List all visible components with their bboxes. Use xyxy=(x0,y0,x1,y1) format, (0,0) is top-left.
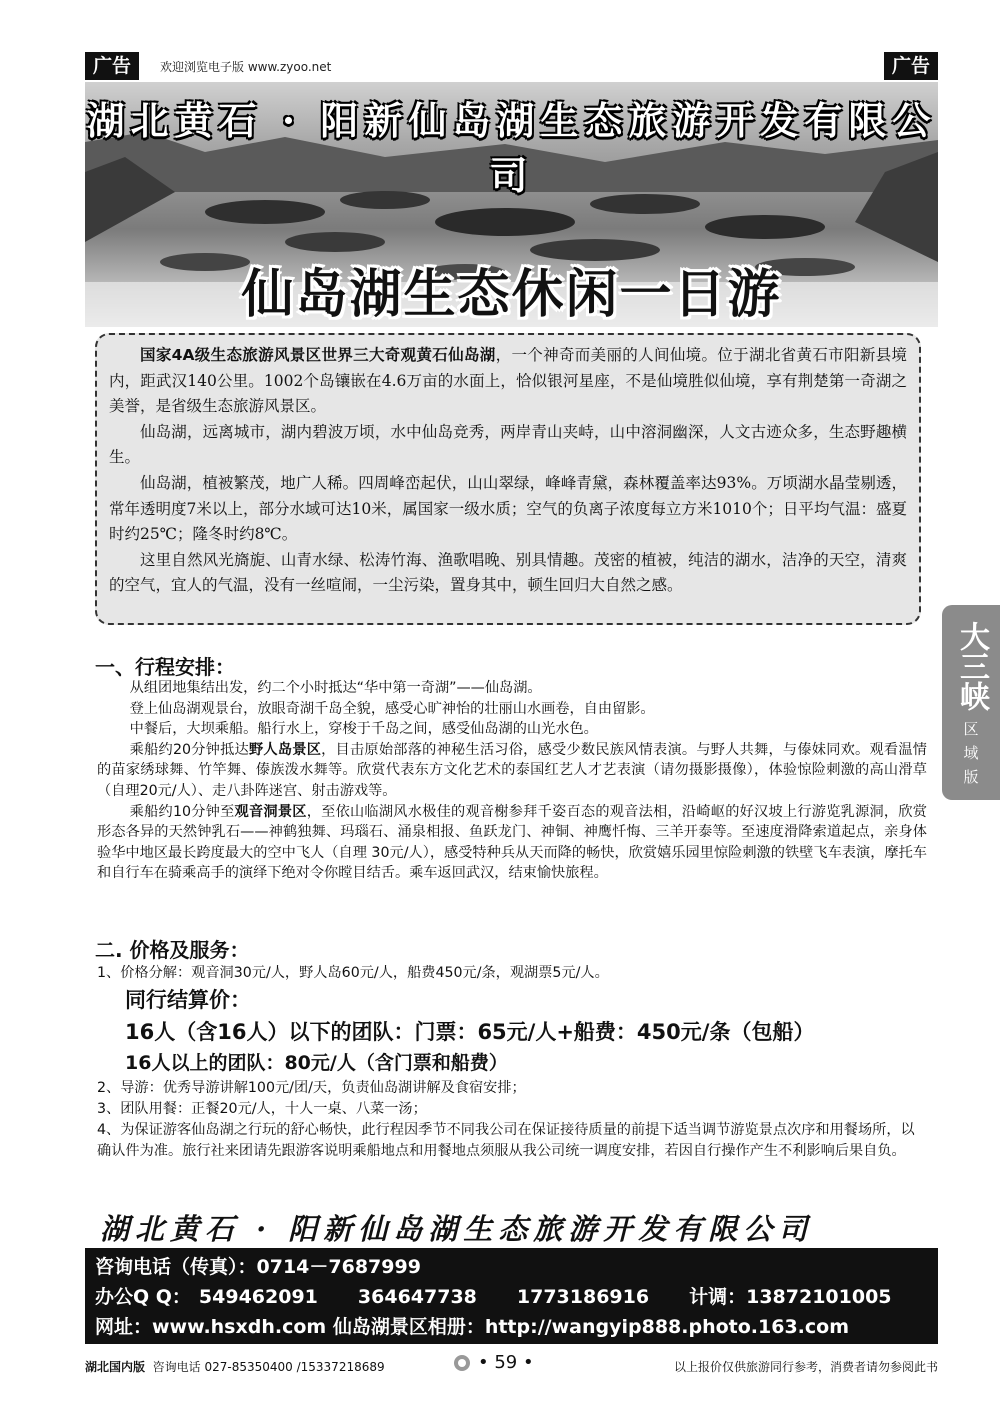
page-badge-icon xyxy=(452,1353,472,1373)
page-number xyxy=(452,1352,534,1373)
qq-number-1[interactable]: 549462091 xyxy=(198,1286,318,1308)
footer-left xyxy=(85,1358,385,1375)
intro-highlight: 国家4A级生态旅游风景区世界三大奇观黄石仙岛湖 xyxy=(140,346,496,364)
itinerary-line-4 xyxy=(97,740,927,802)
pricing-heading: 二. 价格及服务： xyxy=(95,938,250,962)
welcome-text[interactable]: 欢迎浏览电子版 www.zyoo.net xyxy=(160,60,332,74)
itinerary-line-5-a: 乘船约10分钟至 xyxy=(129,803,235,820)
qq-label: 办公Q Q： xyxy=(95,1286,191,1308)
footer-phone: 咨询电话 027-85350400 /15337218689 xyxy=(152,1360,385,1374)
contact-phone[interactable]: 咨询电话（传真）：0714－7687999 xyxy=(95,1256,421,1278)
wild-island-spot: 野人岛景区 xyxy=(248,741,322,758)
settle-price-large-group: 16人以上的团队：80元/人（含门票和船费） xyxy=(125,1052,508,1074)
meal-service: 3、团队用餐：正餐20元/人，十人一桌、八菜一汤； xyxy=(97,1101,427,1117)
intro-paragraph-3: 仙岛湖，植被繁茂，地广人稀。四周峰峦起伏，山山翠绿，峰峰青黛，森林覆盖率达93%。万顷湖水晶莹剔透，常年透明度7米以上，部分水域可达10米，属国家一级水质；空气的负离子浓度每立方米1010个；日平均气温：盛夏时约25℃；隆冬时约8℃。 xyxy=(109,473,907,544)
intro-paragraph-2: 仙岛湖，远离城市，湖内碧波万顷，水中仙岛竞秀，两岸青山夹峙，山中溶洞幽深，人文古迹众多，生态野趣横生。 xyxy=(109,422,907,467)
qq-number-2[interactable]: 364647738 xyxy=(357,1286,477,1308)
itinerary-line-5 xyxy=(97,802,927,884)
contact-qq-row xyxy=(95,1282,928,1312)
pricing-section xyxy=(97,963,927,1162)
side-tab-char-2: 域 xyxy=(963,744,979,762)
ad-label-right: 广告 xyxy=(884,52,938,80)
itinerary-line-4-b: ，目击原始部落的神秘生活习俗，感受少数民族风情表演。与野人共舞，与傣妹同欢。观看温情的苗家绣球舞、竹竿舞、傣族泼水舞等。欣赏代表东方文化艺术的泰国红艺人才艺表演（请勿摄影摄像），体验惊险刺激的高山滑草（自理20元/人）、走八卦阵迷宫、射击游戏等。 xyxy=(97,741,927,799)
itinerary-line-2: 登上仙岛湖观景台，放眼奇湖千岛全貌，感受心旷神怡的壮丽山水画卷，自由留影。 xyxy=(129,700,655,717)
website-links[interactable]: 网址：www.hsxdh.com 仙岛湖景区相册：http://wangyip888.photo.163.com xyxy=(95,1316,849,1338)
intro-paragraph-1-text: ，一个神奇而美丽的人间仙境。位于湖北省黄石市阳新县境内，距武汉140公里。1002个岛镶嵌在4.6万亩的水面上，恰似银河星座，不是仙境胜似仙境，享有荆楚第一奇湖之美誉，是省级生态旅游风景区。 xyxy=(109,346,907,416)
guanyin-cave-spot: 观音洞景区 xyxy=(234,803,307,820)
intro-paragraph-1 xyxy=(109,343,907,420)
side-tab-subtitle xyxy=(942,717,1000,789)
tour-title: 仙岛湖生态休闲一日游 xyxy=(241,265,782,325)
itinerary-line-4-a: 乘船约20分钟抵达 xyxy=(129,741,249,758)
itinerary-line-3: 中餐后，大坝乘船。船行水上，穿梭于千岛之间，感受仙岛湖的山光水色。 xyxy=(129,721,598,738)
side-tab-char-1: 区 xyxy=(963,720,979,738)
itinerary-line-1: 从组团地集结出发，约二个小时抵达“华中第一奇湖”——仙岛湖。 xyxy=(129,680,542,696)
intro-paragraph-4: 这里自然风光旖旎、山青水绿、松涛竹海、渔歌唱晚、别具情趣。茂密的植被，纯洁的湖水，洁净的天空，清爽的空气，宜人的气温，没有一丝喧闹，一尘污染，置身其中，顿生回归大自然之感。 xyxy=(109,550,907,595)
side-tab-title xyxy=(942,605,1000,717)
contact-bar xyxy=(85,1248,938,1344)
intro-box xyxy=(95,333,921,625)
footer-disclaimer: 以上报价仅供旅游同行参考，消费者请勿参阅此书 xyxy=(673,1360,938,1374)
company-name-footer: 湖北黄石 · 阳新仙岛湖生态旅游开发有限公司 xyxy=(100,1212,814,1246)
ad-label-left: 广告 xyxy=(85,52,139,80)
side-tab-title-text: 大三峡 xyxy=(954,621,989,711)
side-tab-char-3: 版 xyxy=(963,768,979,786)
region-side-tab[interactable] xyxy=(942,605,1000,800)
settle-price-small-group: 16人（含16人）以下的团队：门票：65元/人+船费：450元/条（包船） xyxy=(125,1020,815,1044)
price-breakdown: 1、价格分解：观音洞30元/人，野人岛60元/人，船费450元/条，观湖票5元/人。 xyxy=(97,965,609,981)
dispatch-phone[interactable]: 计调：13872101005 xyxy=(689,1286,892,1308)
banner xyxy=(85,82,938,327)
guide-service: 2、导游：优秀导游讲解100元/团/天，负责仙岛湖讲解及食宿安排； xyxy=(97,1080,526,1096)
page-number-text: • 59 • xyxy=(478,1352,534,1373)
contact-phone-row xyxy=(95,1252,928,1282)
edition-label: 湖北国内版 xyxy=(85,1360,146,1374)
settle-price-label: 同行结算价： xyxy=(125,988,251,1012)
company-title: 湖北黄石 · 阳新仙岛湖生态旅游开发有限公司 xyxy=(86,98,937,198)
contact-web-row xyxy=(95,1312,928,1342)
itinerary-heading: 一、行程安排： xyxy=(95,655,235,679)
qq-number-3[interactable]: 1773186916 xyxy=(516,1286,650,1308)
itinerary-section xyxy=(97,678,927,884)
notice: 4、为保证游客仙岛湖之行玩的舒心畅快，此行程因季节不同我公司在保证接待质量的前提下适当调节游览景点次序和用餐场所，以确认件为准。旅行社来团请先跟游客说明乘船地点和用餐地点须服从我公司统一调度安排，若因自行操作产生不利影响后果自负。 xyxy=(97,1122,915,1159)
itinerary-line-5-b: ，至依山临湖风水极佳的观音榭参拜千姿百态的观音法相，沿崎岖的好汉坡上行游览乳源洞，欣赏形态各异的天然钟乳石——神鹤独舞、玛瑙石、涌泉相报、鱼跃龙门、神铜、神鹰忏悔、三羊开泰等。至速度滑降索道起点，亲身体验华中地区最长跨度最大的空中飞人（自理 30元/人），感受特种兵从天而降的畅快，欣赏嬉乐园里惊险刺激的铁壁飞车表演，摩托车和自行车在骑乘高手的演绎下绝对令你瞠目结舌。乘车返回武汉，结束愉快旅程。 xyxy=(97,803,927,882)
